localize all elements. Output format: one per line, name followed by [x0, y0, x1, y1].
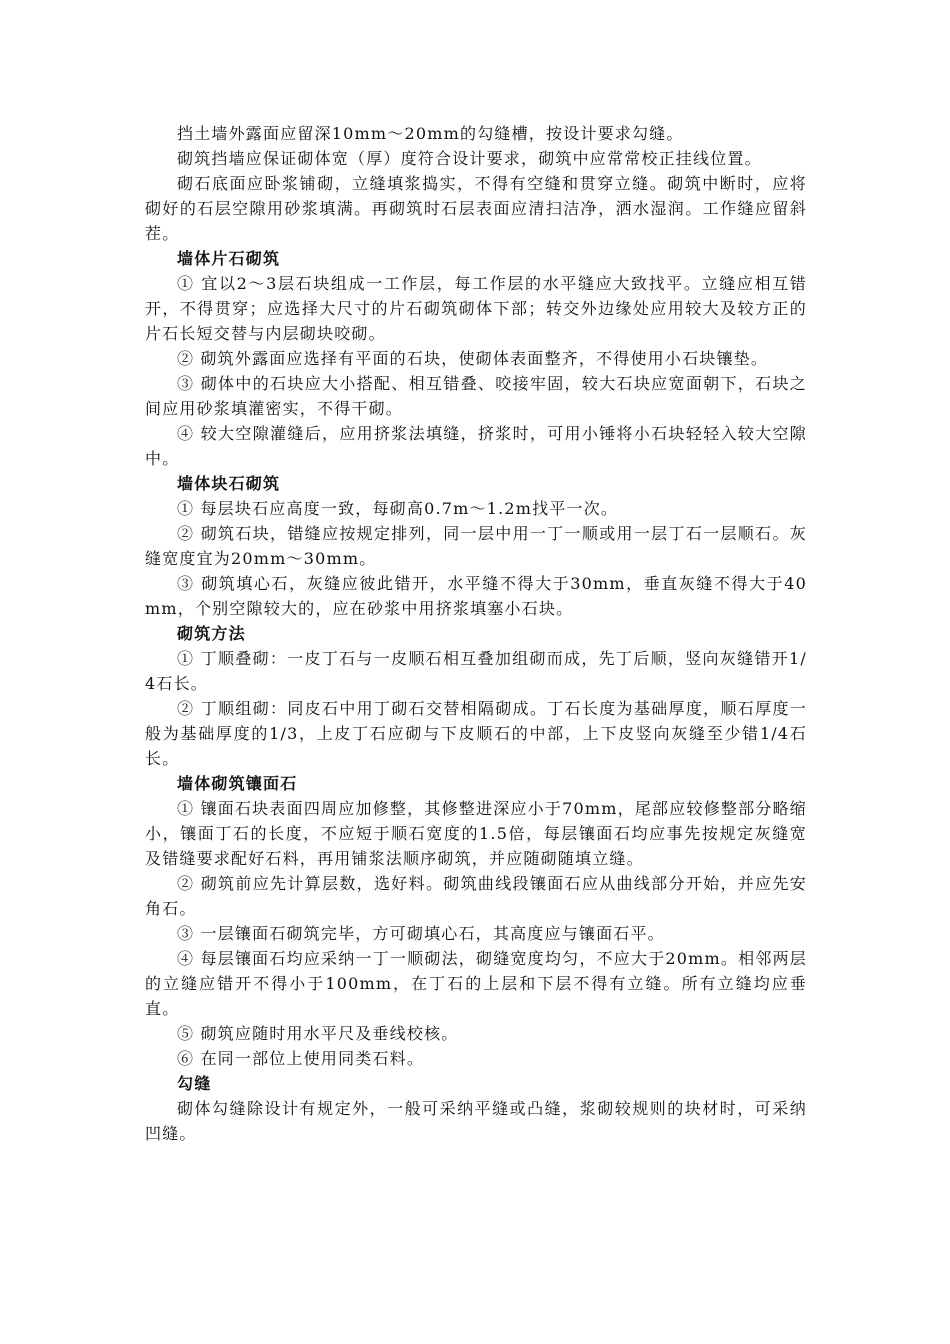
section-heading: 勾缝 — [177, 1074, 212, 1093]
list-item: ③ 砌体中的石块应大小搭配、相互错叠、咬接牢固，较大石块应宽面朝下，石块之间应用砂浆填灌密实，不得干砌。 — [145, 374, 807, 418]
list-item: ② 丁顺组砌：同皮石中用丁砌石交替相隔砌成。丁石长度为基础厚度，顺石厚度一般为基础厚度的1/3，上皮丁石应砌与下皮顺石的中部，上下皮竖向灰缝至少错1/4石长。 — [145, 699, 807, 768]
list-item: ⑤ 砌筑应随时用水平尺及垂线校核。 — [177, 1024, 459, 1043]
paragraph: 砌体勾缝除设计有规定外，一般可采纳平缝或凸缝，浆砌较规则的块材时，可采纳凹缝。 — [145, 1099, 807, 1143]
paragraph: 砌石底面应卧浆铺砌，立缝填浆捣实，不得有空缝和贯穿立缝。砌筑中断时，应将砌好的石层空隙用砂浆填满。再砌筑时石层表面应清扫洁净，洒水湿润。工作缝应留斜茬。 — [145, 174, 807, 243]
section-heading: 墙体片石砌筑 — [177, 249, 281, 268]
list-item: ④ 较大空隙灌缝后，应用挤浆法填缝，挤浆时，可用小锤将小石块轻轻入较大空隙中。 — [145, 424, 807, 468]
list-item: ① 每层块石应高度一致，每砌高0.7m～1.2m找平一次。 — [177, 499, 619, 518]
list-item: ① 镶面石块表面四周应加修整，其修整进深应小于70mm，尾部应较修整部分略缩小，镶面丁石的长度，不应短于顺石宽度的1.5倍，每层镶面石均应事先按规定灰缝宽及错缝要求配好石料，再用铺浆法顺序砌筑，并应随砌随填立缝。 — [145, 799, 807, 868]
paragraph: 砌筑挡墙应保证砌体宽（厚）度符合设计要求，砌筑中应常常校正挂线位置。 — [177, 149, 762, 168]
list-item: ④ 每层镶面石均应采纳一丁一顺砌法，砌缝宽度均匀，不应大于20mm。相邻两层的立缝应错开不得小于100mm，在丁石的上层和下层不得有立缝。所有立缝均应垂直。 — [145, 949, 807, 1018]
document-body — [145, 121, 807, 1146]
list-item: ② 砌筑石块，错缝应按规定排列，同一层中用一丁一顺或用一层丁石一层顺石。灰缝宽度宜为20mm～30mm。 — [145, 524, 807, 568]
section-heading: 墙体块石砌筑 — [177, 474, 281, 493]
list-item: ③ 一层镶面石砌筑完毕，方可砌填心石，其高度应与镶面石平。 — [177, 924, 665, 943]
paragraph: 挡土墙外露面应留深10mm～20mm的勾缝槽，按设计要求勾缝。 — [177, 124, 684, 143]
list-item: ⑥ 在同一部位上使用同类石料。 — [177, 1049, 425, 1068]
section-heading: 墙体砌筑镶面石 — [177, 774, 298, 793]
list-item: ① 丁顺叠砌：一皮丁石与一皮顺石相互叠加组砌而成，先丁后顺，竖向灰缝错开1/4石长。 — [145, 649, 807, 693]
list-item: ② 砌筑前应先计算层数，选好料。砌筑曲线段镶面石应从曲线部分开始，并应先安角石。 — [145, 874, 807, 918]
list-item: ① 宜以2～3层石块组成一工作层，每工作层的水平缝应大致找平。立缝应相互错开，不得贯穿；应选择大尺寸的片石砌筑砌体下部；转交外边缘处应用较大及较方正的片石长短交替与内层砌块咬砌。 — [145, 274, 807, 343]
list-item: ③ 砌筑填心石，灰缝应彼此错开，水平缝不得大于30mm，垂直灰缝不得大于40mm，个别空隙较大的，应在砂浆中用挤浆填塞小石块。 — [145, 574, 807, 618]
section-heading: 砌筑方法 — [177, 624, 246, 643]
list-item: ② 砌筑外露面应选择有平面的石块，使砌体表面整齐，不得使用小石块镶垫。 — [177, 349, 769, 368]
